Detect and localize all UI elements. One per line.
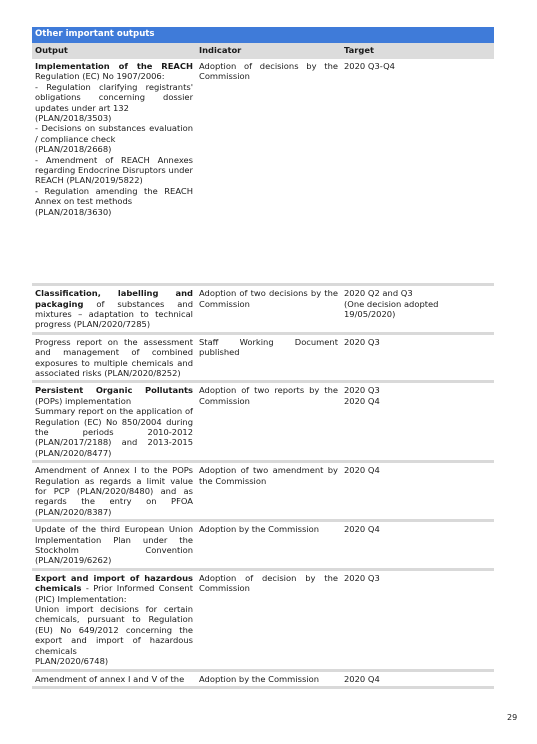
output-text: Summary report on the application of Regulation (EC) No 850/2004 during the periods 2010-2012 (PLAN/2017/2188) and 2013-2015 (PLAN/2020/8477)	[35, 406, 193, 458]
output-cell	[32, 462, 196, 521]
output-text: (PLAN/2018/3630)	[35, 206, 112, 217]
target-value: 2020 Q4	[344, 395, 380, 406]
target-cell	[341, 462, 494, 521]
target-value: 2020 Q2 and Q3	[344, 288, 413, 299]
output-paragraph	[35, 406, 193, 458]
output-heading: Implementation of the REACH	[35, 61, 193, 71]
output-heading: Export and import of hazardous chemicals	[35, 572, 193, 594]
output-cell	[32, 285, 196, 334]
table-row	[32, 382, 494, 462]
table-row	[32, 285, 494, 334]
output-paragraph	[35, 155, 193, 186]
output-text: - Decisions on substances evaluation / compliance check	[35, 123, 193, 144]
indicator-cell: Adoption of two reports by the Commission	[196, 382, 341, 462]
target-value: 2020 Q4	[344, 673, 380, 684]
output-paragraph	[35, 524, 193, 566]
target-cell	[341, 285, 494, 334]
output-text: - Regulation amending the REACH Annex on test methods	[35, 185, 193, 207]
target-cell	[341, 59, 494, 285]
output-paragraph	[35, 337, 193, 379]
target-value: 2020 Q3-Q4	[344, 61, 395, 71]
output-paragraph	[35, 113, 193, 123]
output-paragraph	[35, 573, 193, 604]
output-paragraph	[35, 656, 193, 666]
output-cell	[32, 569, 196, 670]
indicator-cell: Adoption by the Commission	[196, 521, 341, 570]
output-paragraph	[35, 82, 193, 113]
indicator-cell: Adoption by the Commission	[196, 670, 341, 687]
target-cell	[341, 569, 494, 670]
target-cell	[341, 333, 494, 382]
target-cell	[341, 521, 494, 570]
output-text: (PLAN/2018/3503)	[35, 113, 112, 124]
output-heading: Classification, labelling and packaging	[35, 288, 193, 309]
target-cell	[341, 670, 494, 687]
section-header-row	[32, 27, 494, 43]
output-cell	[32, 670, 196, 687]
output-paragraph	[35, 207, 193, 217]
output-paragraph	[35, 385, 193, 406]
output-cell	[32, 59, 196, 285]
target-value: 2020 Q4	[344, 524, 380, 535]
output-text: Progress report on the assessment and management of combined exposures to multiple chemicals and associated risks (PLAN/2020/8252)	[35, 336, 193, 378]
indicator-cell: Adoption of two decisions by the Commission	[196, 285, 341, 334]
indicator-cell: Adoption of decisions by the Commission	[196, 59, 341, 285]
target-cell	[341, 382, 494, 462]
target-value: 2020 Q4	[344, 465, 380, 476]
output-cell	[32, 333, 196, 382]
output-text: Amendment of Annex I to the POPs Regulation as regards a limit value for PCP (PLAN/2020/8480) and as regards the entry on PFOA (PLAN/2020/8387)	[35, 465, 193, 517]
output-text: Union import decisions for certain chemicals, pursuant to Regulation (EU) No 649/2012 concerning the export and import of hazardous chemicals	[35, 604, 193, 656]
output-paragraph	[35, 144, 193, 154]
column-header-row	[32, 43, 494, 59]
output-text: PLAN/2020/6748)	[35, 656, 109, 667]
output-text: Amendment of annex I and V of the	[35, 673, 185, 684]
output-text: - Amendment of REACH Annexes regarding Endocrine Disruptors under REACH (PLAN/2019/5822)	[35, 154, 193, 186]
output-paragraph	[35, 123, 193, 144]
table-row	[32, 59, 494, 285]
indicator-cell: Staff Working Document published	[196, 333, 341, 382]
output-paragraph	[35, 674, 193, 684]
target-value: 2020 Q3	[344, 572, 380, 583]
indicator-cell: Adoption of two amendment by the Commission	[196, 462, 341, 521]
column-header-indicator: Indicator	[196, 43, 341, 59]
output-text: - Prior Informed Consent (PIC) Implementation:	[35, 583, 193, 604]
output-paragraph	[35, 465, 193, 517]
column-header-output: Output	[32, 43, 196, 59]
column-header-target: Target	[341, 43, 494, 59]
indicator-cell: Adoption of decision by the Commission	[196, 569, 341, 670]
page-number: 29	[507, 713, 518, 722]
output-paragraph	[35, 61, 193, 82]
table-row	[32, 569, 494, 670]
target-value: (One decision adopted 19/05/2020)	[344, 298, 439, 319]
table-row	[32, 333, 494, 382]
document-page	[32, 27, 494, 689]
output-text: (PLAN/2018/2668)	[35, 144, 112, 155]
output-text: Update of the third European Union Implementation Plan under the Stockholm Convention (PLAN/2019/6262)	[35, 524, 193, 566]
table-row	[32, 462, 494, 521]
table-row	[32, 670, 494, 687]
output-text: - Regulation clarifying registrants' obligations concerning dossier updates under art 132	[35, 81, 193, 113]
output-text: of substances and mixtures – adaptation to technical progress (PLAN/2020/7285)	[35, 298, 193, 330]
target-value: 2020 Q3	[344, 336, 380, 347]
output-cell	[32, 382, 196, 462]
output-text: (POPs) implementation	[35, 395, 132, 406]
target-value: 2020 Q3	[344, 385, 380, 396]
section-title: Other important outputs	[32, 27, 494, 43]
table-row	[32, 521, 494, 570]
output-cell	[32, 521, 196, 570]
outputs-table	[32, 27, 494, 689]
output-paragraph	[35, 604, 193, 656]
output-text: Regulation (EC) No 1907/2006:	[35, 71, 165, 82]
output-heading: Persistent Organic Pollutants	[35, 385, 193, 396]
output-paragraph	[35, 186, 193, 207]
output-paragraph	[35, 288, 193, 330]
